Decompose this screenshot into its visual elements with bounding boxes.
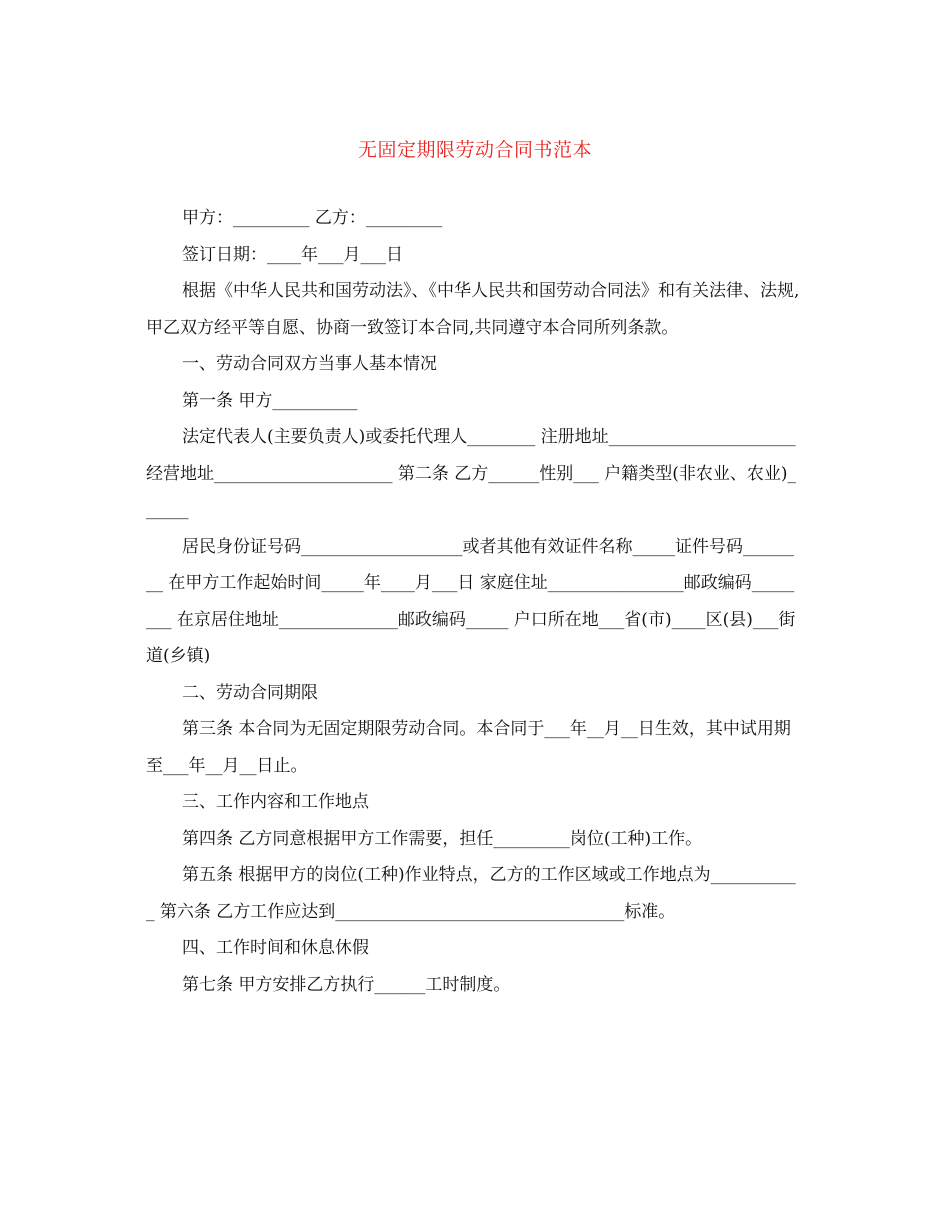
document-title: 无固定期限劳动合同书范本 [357,139,592,161]
party-b-id-paragraph: 居民身份证号码___________________或者其他有效证件名称_____证件号码________ 在甲方工作起始时间_____年____月___日 家庭住址________________邮政编码________ 在京居住地址______________邮政编码_____ 户口所在地___省(市)____区(县)___街道(乡镇) [146,536,796,666]
document-body [146,200,802,1003]
article-3-paragraph: 第三条 本合同为无固定期限劳动合同。本合同于___年__月__日生效，其中试用期至___年__月__日止。 [146,719,791,776]
article-1-2-details-paragraph: 法定代表人(主要负责人)或委托代理人________ 注册地址______________________ 经营地址_____________________ 第二条 乙方______性别___ 户籍类型(非农业、农业)______ [146,427,796,520]
party-line: 甲方：_________ 乙方：_________ [182,208,443,228]
article-5-6-paragraph: 第五条 根据甲方的岗位(工种)作业特点，乙方的工作区域或工作地点为___________ 第六条 乙方工作应达到__________________________________标准。 [146,865,796,922]
preamble-paragraph: 根据《中华人民共和国劳动法》、《中华人民共和国劳动合同法》和有关法律、法规,甲乙双方经平等自愿、协商一致签订本合同,共同遵守本合同所列条款。 [146,281,800,338]
section-heading-1: 一、劳动合同双方当事人基本情况 [182,354,437,374]
section-heading-3: 三、工作内容和工作地点 [182,792,369,812]
article-7-paragraph: 第七条 甲方安排乙方执行______工时制度。 [182,974,511,995]
article-1-paragraph: 第一条 甲方__________ [182,390,358,411]
section-heading-4: 四、工作时间和休息休假 [182,938,369,958]
signing-date-line: 签订日期：____年___月___日 [182,244,403,265]
article-4-paragraph: 第四条 乙方同意根据甲方工作需要，担任_________岗位(工种)工作。 [182,828,703,849]
section-heading-2: 二、劳动合同期限 [182,682,318,703]
